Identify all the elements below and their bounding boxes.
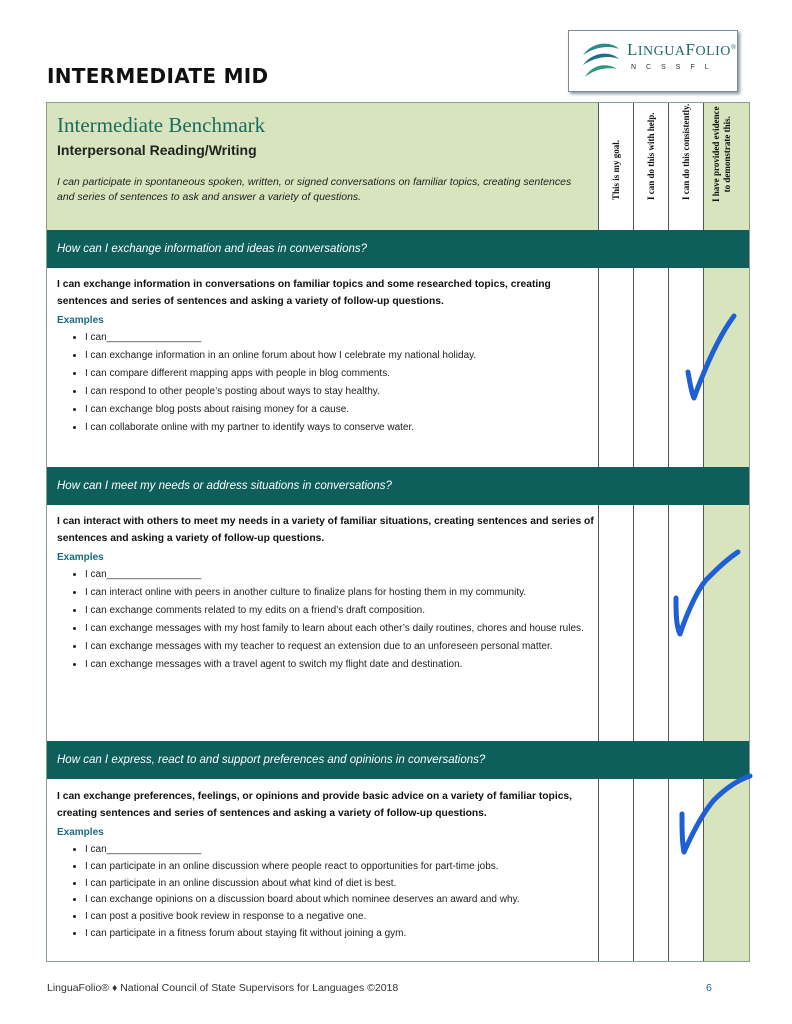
list-item: • I can_________________ (85, 841, 597, 858)
checkmark-icon (666, 546, 746, 642)
column-header-evidence: I have provided evidence to demonstrate this. (711, 106, 732, 202)
examples-label: Examples (57, 827, 104, 838)
list-item: • I can compare different mapping apps with people in blog comments. (85, 365, 597, 383)
list-item: • I can exchange messages with a travel agent to switch my flight date and destination. (85, 656, 597, 674)
column-header-with-help: I can do this with help. (646, 112, 656, 200)
section-content (57, 788, 597, 942)
column-header-goal: This is my goal. (611, 139, 621, 200)
examples-label: Examples (57, 315, 104, 326)
page-title: INTERMEDIATE MID (47, 64, 269, 88)
examples-label: Examples (57, 552, 104, 563)
section-question-band: How can I exchange information and ideas in conversations? (47, 230, 749, 268)
benchmark-table (46, 102, 750, 962)
list-item: • I can exchange comments related to my edits on a friend’s draft composition. (85, 602, 597, 620)
section-lead: I can interact with others to meet my needs in a variety of familiar situations, creating sentences and series of sentences and asking a variety of follow-up questions. (57, 516, 594, 544)
section-content (57, 513, 597, 674)
list-item: • I can participate in an online discussion about what kind of diet is best. (85, 875, 597, 892)
examples-list (57, 329, 597, 437)
list-item: • I can exchange information in an online forum about how I celebrate my national holiday. (85, 347, 597, 365)
column-header-consistently: I can do this consistently. (681, 103, 691, 200)
examples-list (57, 566, 597, 674)
benchmark-title: Intermediate Benchmark (57, 113, 266, 137)
list-item: • I can interact online with peers in another culture to finalize plans for hosting them in my community. (85, 584, 597, 602)
list-item: • I can post a positive book review in response to a negative one. (85, 908, 597, 925)
list-item: • I can_________________ (85, 329, 597, 347)
list-item: • I can exchange messages with my host family to learn about each other’s daily routines, chores and house rules. (85, 620, 597, 638)
linguafolio-logo (568, 30, 738, 92)
list-item: • I can respond to other people’s posting about ways to stay healthy. (85, 383, 597, 401)
list-item: • I can collaborate online with my partner to identify ways to conserve water. (85, 419, 597, 437)
section-lead: I can exchange information in conversations on familiar topics and some researched topics, creating sentences and series of sentences and asking a variety of follow-up questions. (57, 279, 551, 307)
list-item: • I can_________________ (85, 566, 597, 584)
section-question-band: How can I meet my needs or address situations in conversations? (47, 467, 749, 505)
list-item: • I can exchange messages with my teacher to request an extension due to an unforeseen personal matter. (85, 638, 597, 656)
list-item: • I can exchange opinions on a discussion board about which nominee deserves an award and why. (85, 892, 597, 908)
list-item: • I can exchange blog posts about raising money for a cause. (85, 401, 597, 419)
benchmark-description: I can participate in spontaneous spoken, written, or signed conversations on familiar topics, creating sentences and series of sentences to ask and answer a variety of questions. (57, 176, 572, 203)
examples-list (57, 841, 597, 942)
list-item: • I can participate in an online discussion where people react to opportunities for part-time jobs. (85, 858, 597, 875)
footer-text: LinguaFolio® ♦ National Council of State Supervisors for Languages ©2018 (47, 982, 399, 994)
section-lead: I can exchange preferences, feelings, or opinions and provide basic advice on a variety of familiar topics, creating sentences and series of sentences and asking a variety of follow-up questions. (57, 791, 573, 819)
checkmark-icon (680, 310, 740, 406)
linguafolio-logo-icon (579, 37, 621, 85)
benchmark-subtitle: Interpersonal Reading/Writing (57, 142, 257, 158)
page-number: 6 (706, 982, 712, 994)
checkmark-icon (670, 768, 754, 864)
section-question-band: How can I express, react to and support preferences and opinions in conversations? (47, 741, 749, 779)
section-content (57, 276, 597, 437)
logo-subtitle: NCSSFL (631, 64, 719, 71)
logo-wordmark: LINGUAFOLIO® (627, 40, 737, 59)
list-item: • I can participate in a fitness forum about staying fit without joining a gym. (85, 925, 597, 942)
